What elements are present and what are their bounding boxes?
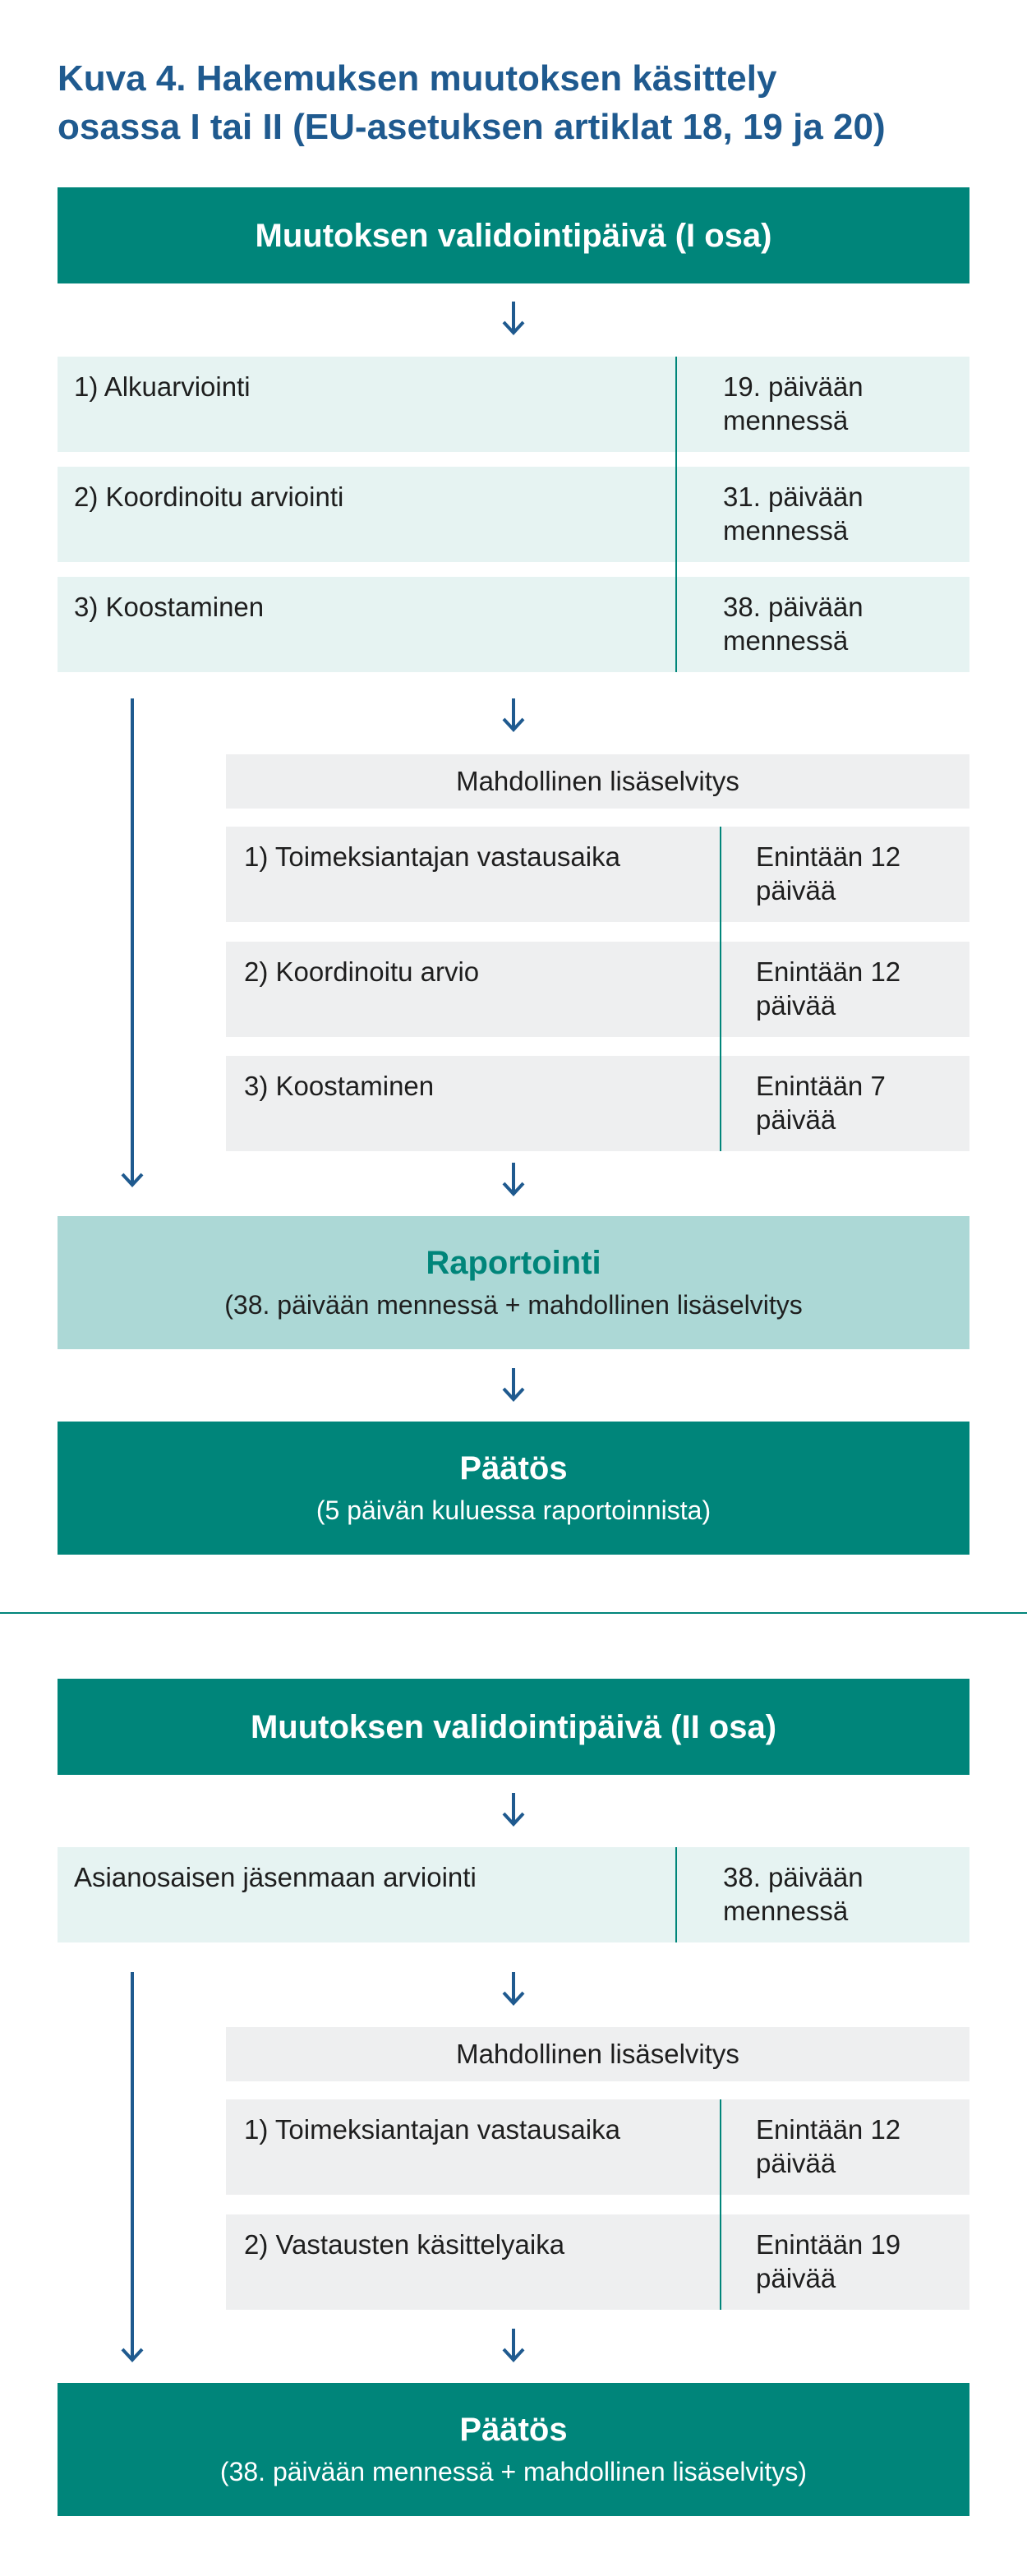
- step-deadline-line-2: mennessä: [723, 1896, 849, 1926]
- arrow-down-icon: [501, 2327, 526, 2364]
- extra-step-deadline: [756, 840, 900, 907]
- extra-step-deadline: [756, 2113, 900, 2180]
- extra-step-deadline-line-2: päivää: [756, 2148, 836, 2178]
- reporting-subtitle: (38. päivään mennessä + mahdollinen lisäselvitys: [224, 1290, 803, 1320]
- step-deadline: [723, 1860, 864, 1928]
- part2-extra-step-2: [226, 2214, 969, 2310]
- part1-extra-step-2: [226, 942, 969, 1037]
- part1-header-title: Muutoksen validointipäivä (I osa): [255, 217, 772, 254]
- step-label: Asianosaisen jäsenmaan arviointi: [74, 1862, 477, 1892]
- figure-title: [58, 54, 994, 151]
- part1-step-2: [58, 467, 969, 562]
- step-deadline-line-1: 38. päivään: [723, 1862, 864, 1892]
- step-deadline: [723, 590, 864, 657]
- part1-extra-step-1: [226, 827, 969, 922]
- figure-title-line-1: Kuva 4. Hakemuksen muutoksen käsittely: [58, 58, 777, 99]
- part1-column-divider: [675, 357, 677, 672]
- extra-step-label: 1) Toimeksiantajan vastausaika: [244, 841, 620, 872]
- step-label: 3) Koostaminen: [74, 592, 265, 622]
- part2-column-divider: [675, 1847, 677, 1942]
- reporting-title: Raportointi: [426, 1245, 601, 1281]
- arrow-down-icon: [501, 300, 526, 337]
- extra-step-deadline-line-2: päivää: [756, 990, 836, 1021]
- part1-decision-box: [58, 1422, 969, 1555]
- part1-extra-title: Mahdollinen lisäselvitys: [226, 754, 969, 809]
- part2-step-1: [58, 1847, 969, 1942]
- step-deadline-line-2: mennessä: [723, 625, 849, 656]
- arrow-down-icon: [501, 1161, 526, 1198]
- step-label: 2) Koordinoitu arviointi: [74, 482, 344, 512]
- extra-step-deadline-line-2: päivää: [756, 875, 836, 906]
- decision-subtitle: (5 päivän kuluessa raportoinnista): [315, 1495, 712, 1525]
- step-deadline: [723, 370, 864, 437]
- extra-step-label: 2) Koordinoitu arvio: [244, 956, 480, 987]
- arrow-down-icon: [501, 1970, 526, 2007]
- part1-step-3: [58, 577, 969, 672]
- arrow-down-icon: [120, 1970, 145, 2365]
- extra-step-deadline: [756, 955, 900, 1022]
- extra-step-label: 1) Toimeksiantajan vastausaika: [244, 2114, 620, 2145]
- part1-step-1: [58, 357, 969, 452]
- extra-step-deadline-line-2: päivää: [756, 2263, 836, 2293]
- extra-step-deadline-line-2: päivää: [756, 1104, 836, 1135]
- extra-step-deadline-line-1: Enintään 12: [756, 841, 901, 872]
- figure-title-line-2: osassa I tai II (EU-asetuksen artiklat 18, 19 ja 20): [58, 107, 886, 147]
- part2-decision-box: [58, 2383, 969, 2516]
- part2-extra-column-divider: [720, 2099, 721, 2310]
- extra-step-deadline: [756, 1069, 886, 1136]
- arrow-down-icon: [501, 697, 526, 734]
- step-deadline-line-1: 19. päivään: [723, 371, 864, 402]
- part1-header-box: [58, 187, 969, 283]
- step-deadline-line-2: mennessä: [723, 405, 849, 435]
- arrow-down-icon: [120, 697, 145, 1190]
- part1-reporting-box: [58, 1216, 969, 1349]
- extra-step-deadline: [756, 2228, 900, 2295]
- step-deadline-line-1: 31. päivään: [723, 482, 864, 512]
- step-deadline: [723, 480, 864, 547]
- extra-step-label: 3) Koostaminen: [244, 1071, 435, 1101]
- extra-step-label: 2) Vastausten käsittelyaika: [244, 2229, 565, 2260]
- decision-subtitle: (38. päivään mennessä + mahdollinen lisäselvitys): [219, 2457, 808, 2486]
- arrow-down-icon: [501, 1366, 526, 1403]
- step-label: 1) Alkuarviointi: [74, 371, 251, 402]
- extra-step-deadline-line-1: Enintään 12: [756, 956, 901, 987]
- decision-title: Päätös: [459, 1450, 568, 1486]
- part2-header-box: [58, 1679, 969, 1775]
- arrow-down-icon: [501, 1791, 526, 1828]
- step-deadline-line-2: mennessä: [723, 515, 849, 546]
- extra-step-deadline-line-1: Enintään 7: [756, 1071, 886, 1101]
- part2-extra-title: Mahdollinen lisäselvitys: [226, 2027, 969, 2081]
- extra-step-deadline-line-1: Enintään 19: [756, 2229, 901, 2260]
- part1-extra-step-3: [226, 1056, 969, 1151]
- decision-title: Päätös: [459, 2412, 568, 2448]
- extra-step-deadline-line-1: Enintään 12: [756, 2114, 901, 2145]
- part1-extra-column-divider: [720, 827, 721, 1151]
- part2-extra-step-1: [226, 2099, 969, 2195]
- section-divider: [0, 1612, 1027, 1614]
- step-deadline-line-1: 38. päivään: [723, 592, 864, 622]
- part2-header-title: Muutoksen validointipäivä (II osa): [250, 1708, 777, 1745]
